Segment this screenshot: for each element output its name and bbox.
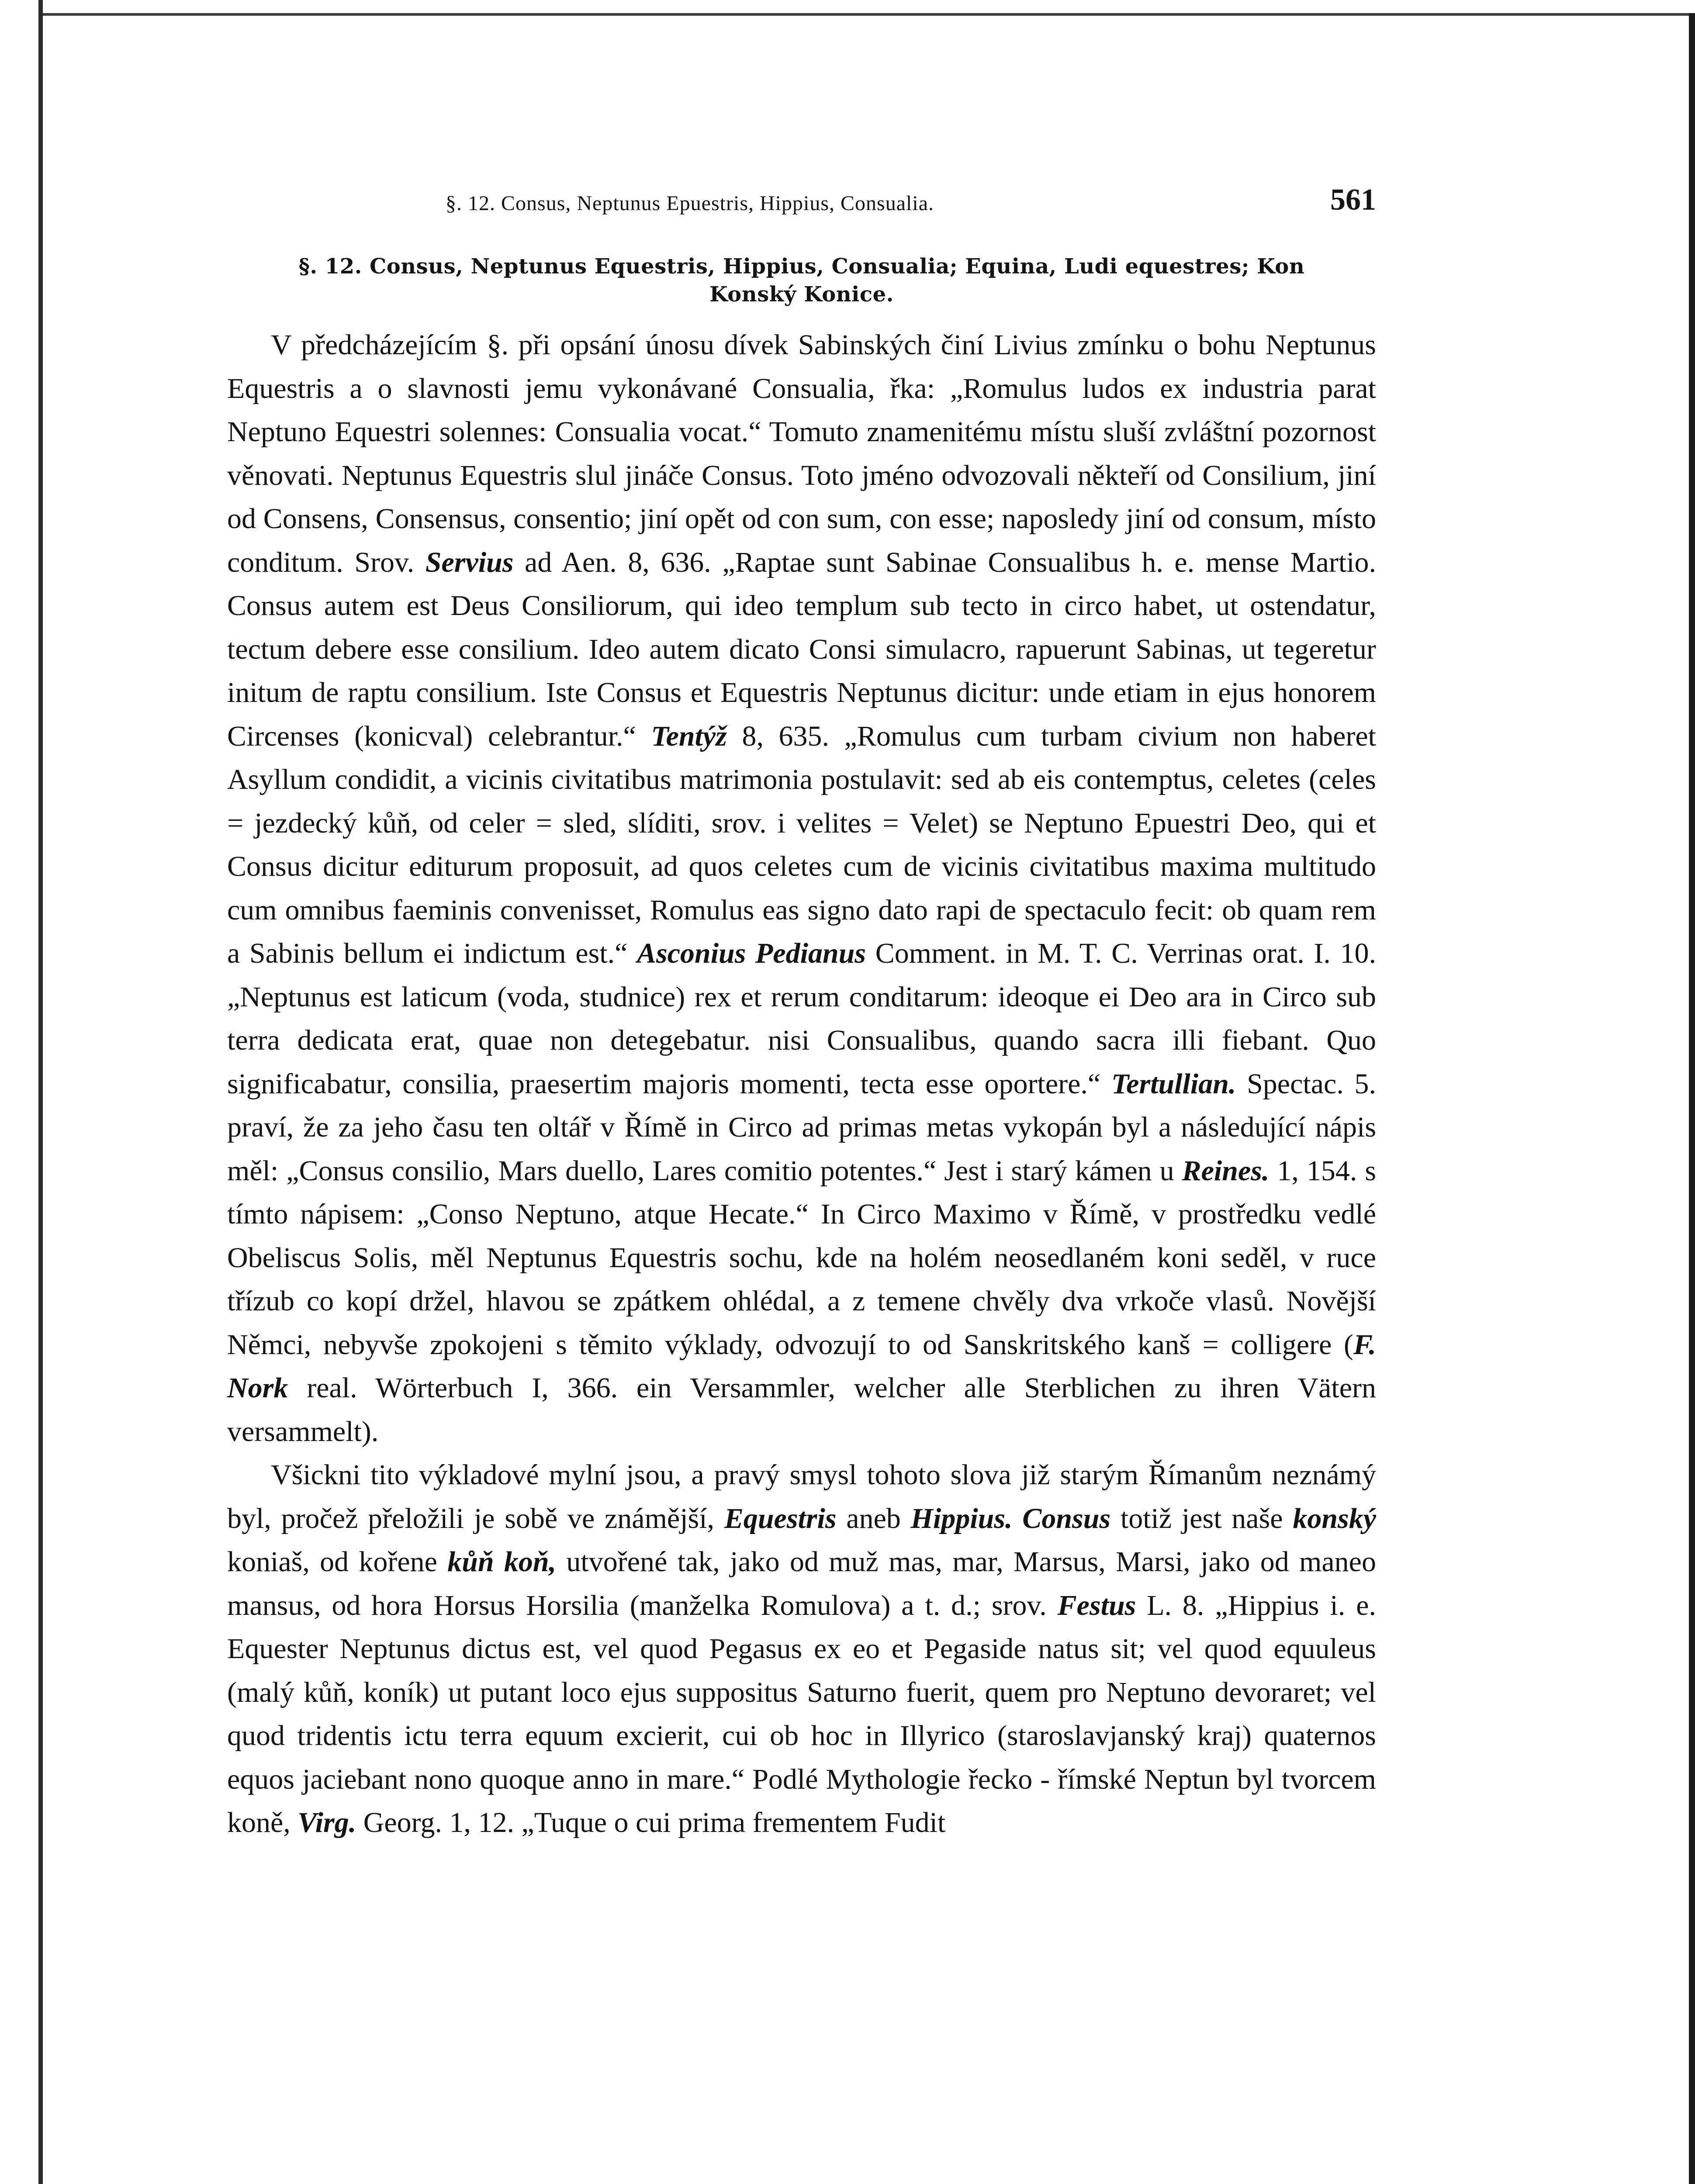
text-run: totiž jest naše — [1110, 1502, 1293, 1534]
text-run: 8, 635. „Romulus cum turbam civium non haberet Asyllum condidit, a vicinis civitatibus matrimonia postulavit: sed ab eis contemptus, celetes (celes = jezdecký kůň, od celer = sled, slíditi, srov. i velites = Velet) se Neptuno Epuestri Deo, qui et Consus dicitur editurum proposuit, ad quos celetes cum de vicinis civitatibus maxima multitudo cum omnibus faeminis convenisset, Romulus eas signo dato rapi de spectaculo fecit: ob quam rem a Sabinis bellum ei indictum est.“ — [227, 720, 1376, 969]
section-heading — [227, 252, 1376, 308]
text-run: utvořené tak, jako od muž mas, mar, Marsus, Marsi, jako od maneo mansus, od hora Horsus Horsilia (manželka Romulova) a t. d.; srov. — [227, 1546, 1376, 1621]
italic-citation: Servius — [425, 546, 514, 578]
italic-citation: Festus — [1057, 1589, 1136, 1621]
italic-term: Hippius. — [910, 1502, 1013, 1534]
text-run: ad Aen. 8, 636. „Raptae sunt Sabinae Consualibus h. e. mense Martio. Consus autem est Deus Consiliorum, qui ideo templum sub tecto in circo habet, ut ostendatur, tectum debere esse consilium. Ideo autem dicato Consi simulacro, rapuerunt Sabinas, ut tegeretur initum de raptu consilium. Iste Consus et Equestris Neptunus dicitur: unde etiam in ejus honorem Circenses (konicval) celebrantur.“ — [227, 546, 1377, 752]
text-run: real. Wörterbuch I, 366. ein Versammler, welcher alle Sterblichen zu ihren Vätern versammelt). — [227, 1372, 1376, 1448]
text-run: L. 8. „Hippius i. e. Equester Neptunus dictus est, vel quod Pegasus ex eo et Pegaside natus sit; vel quod equuleus (malý kůň, koník) ut putant loco ejus suppositus Saturno fuerit, quem pro Neptuno devoraret; vel quod tridentis ictu terra equum excierit, cui ob hoc in Illyrico (staroslavjanský kraj) quaternos equos jaciebant nono quoque anno in mare.“ Podlé Mythologie řecko - římské Neptun byl tvorcem koně, — [227, 1589, 1376, 1838]
text-run: aneb — [836, 1502, 911, 1534]
running-title: §. 12. Consus, Neptunus Epuestris, Hippius, Consualia. — [446, 192, 934, 215]
italic-citation: F. Nork — [227, 1328, 1376, 1404]
italic-term: konský — [1293, 1502, 1377, 1534]
book-page — [227, 0, 1376, 2184]
section-heading-line-1: §. 12. Consus, Neptunus Equestris, Hippius, Consualia; Equina, Ludi equestres; Kon — [298, 254, 1305, 279]
italic-citation: Virg. — [297, 1807, 356, 1838]
text-run: Georg. 1, 12. „Tuque o cui prima frementem Fudit — [356, 1807, 946, 1838]
section-heading-line-2: Konský Konice. — [709, 282, 894, 307]
text-run: V předcházejícím §. při opsání únosu dívek Sabinských činí Livius zmínku o bohu Neptunus Equestris a o slavnosti jemu vykonávané Consualia, řka: „Romulus ludos ex industria parat Neptuno Equestri solennes: Consualia vocat.“ Tomuto znamenitému místu sluší zvláštní pozornost věnovati. Neptunus Equestris slul jináče Consus. Toto jméno odvozovali někteří od Consilium, jiní od Consens, Consensus, consentio; jiní opět od con sum, con esse; naposledy jiní od consum, místo conditum. Srov. — [227, 329, 1376, 578]
page-number: 561 — [1330, 183, 1376, 217]
scan-edge-right — [1689, 13, 1695, 2184]
paragraph-2 — [227, 1453, 1376, 1845]
italic-citation: Reines. — [1182, 1154, 1270, 1187]
text-run: Všickni tito výkladové mylní jsou, a pravý smysl tohoto slova již starým Římanům neznámý byl, pročež přeložili je sobě ve známější, — [227, 1459, 1376, 1534]
text-run: Comment. in M. T. C. Verrinas orat. I. 10. „Neptunus est laticum (voda, studnice) rex et rerum conditarum: ideoque ei Deo ara in Circo sub terra dedicata erat, quae non detegebatur. nisi Consualibus, quando sacra illi fiebant. Quo significabatur, consilia, praesertim majoris momenti, tecta esse oportere.“ — [227, 937, 1377, 1100]
italic-citation: Tentýž — [651, 720, 727, 752]
paragraph-1 — [227, 323, 1376, 1453]
text-run: 1, 154. s tímto nápisem: „Conso Neptuno, atque Hecate.“ In Circo Maximo v Římě, v prostředku vedlé Obeliscus Solis, měl Neptunus Equestris sochu, kde na holém neosedlaném koni seděl, v ruce třízub co kopí držel, hlavou se zpátkem ohlédal, a z temene chvěly dva vrkoče vlasů. Novější Němci, nebyvše zpokojeni s těmito výklady, odvozují to od Sanskritského kanš = colligere ( — [227, 1154, 1377, 1361]
italic-term: Consus — [1022, 1502, 1111, 1534]
italic-term: kůň koň, — [447, 1546, 557, 1578]
text-run: Spectac. 5. praví, že za jeho času ten oltář v Římě in Circo ad primas metas vykopán byl a následující nápis měl: „Consus consilio, Mars duello, Lares comitio potentes.“ Jest i starý kámen u — [227, 1068, 1377, 1187]
italic-citation: Asconius Pedianus — [637, 937, 866, 969]
body-text — [227, 323, 1376, 1845]
italic-citation: Tertullian. — [1111, 1068, 1236, 1100]
text-run: koniaš, od kořene — [227, 1546, 448, 1578]
text-run — [1013, 1503, 1023, 1534]
scan-edge-left — [38, 0, 43, 2184]
running-head — [227, 183, 1376, 231]
italic-term: Equestris — [724, 1502, 837, 1534]
